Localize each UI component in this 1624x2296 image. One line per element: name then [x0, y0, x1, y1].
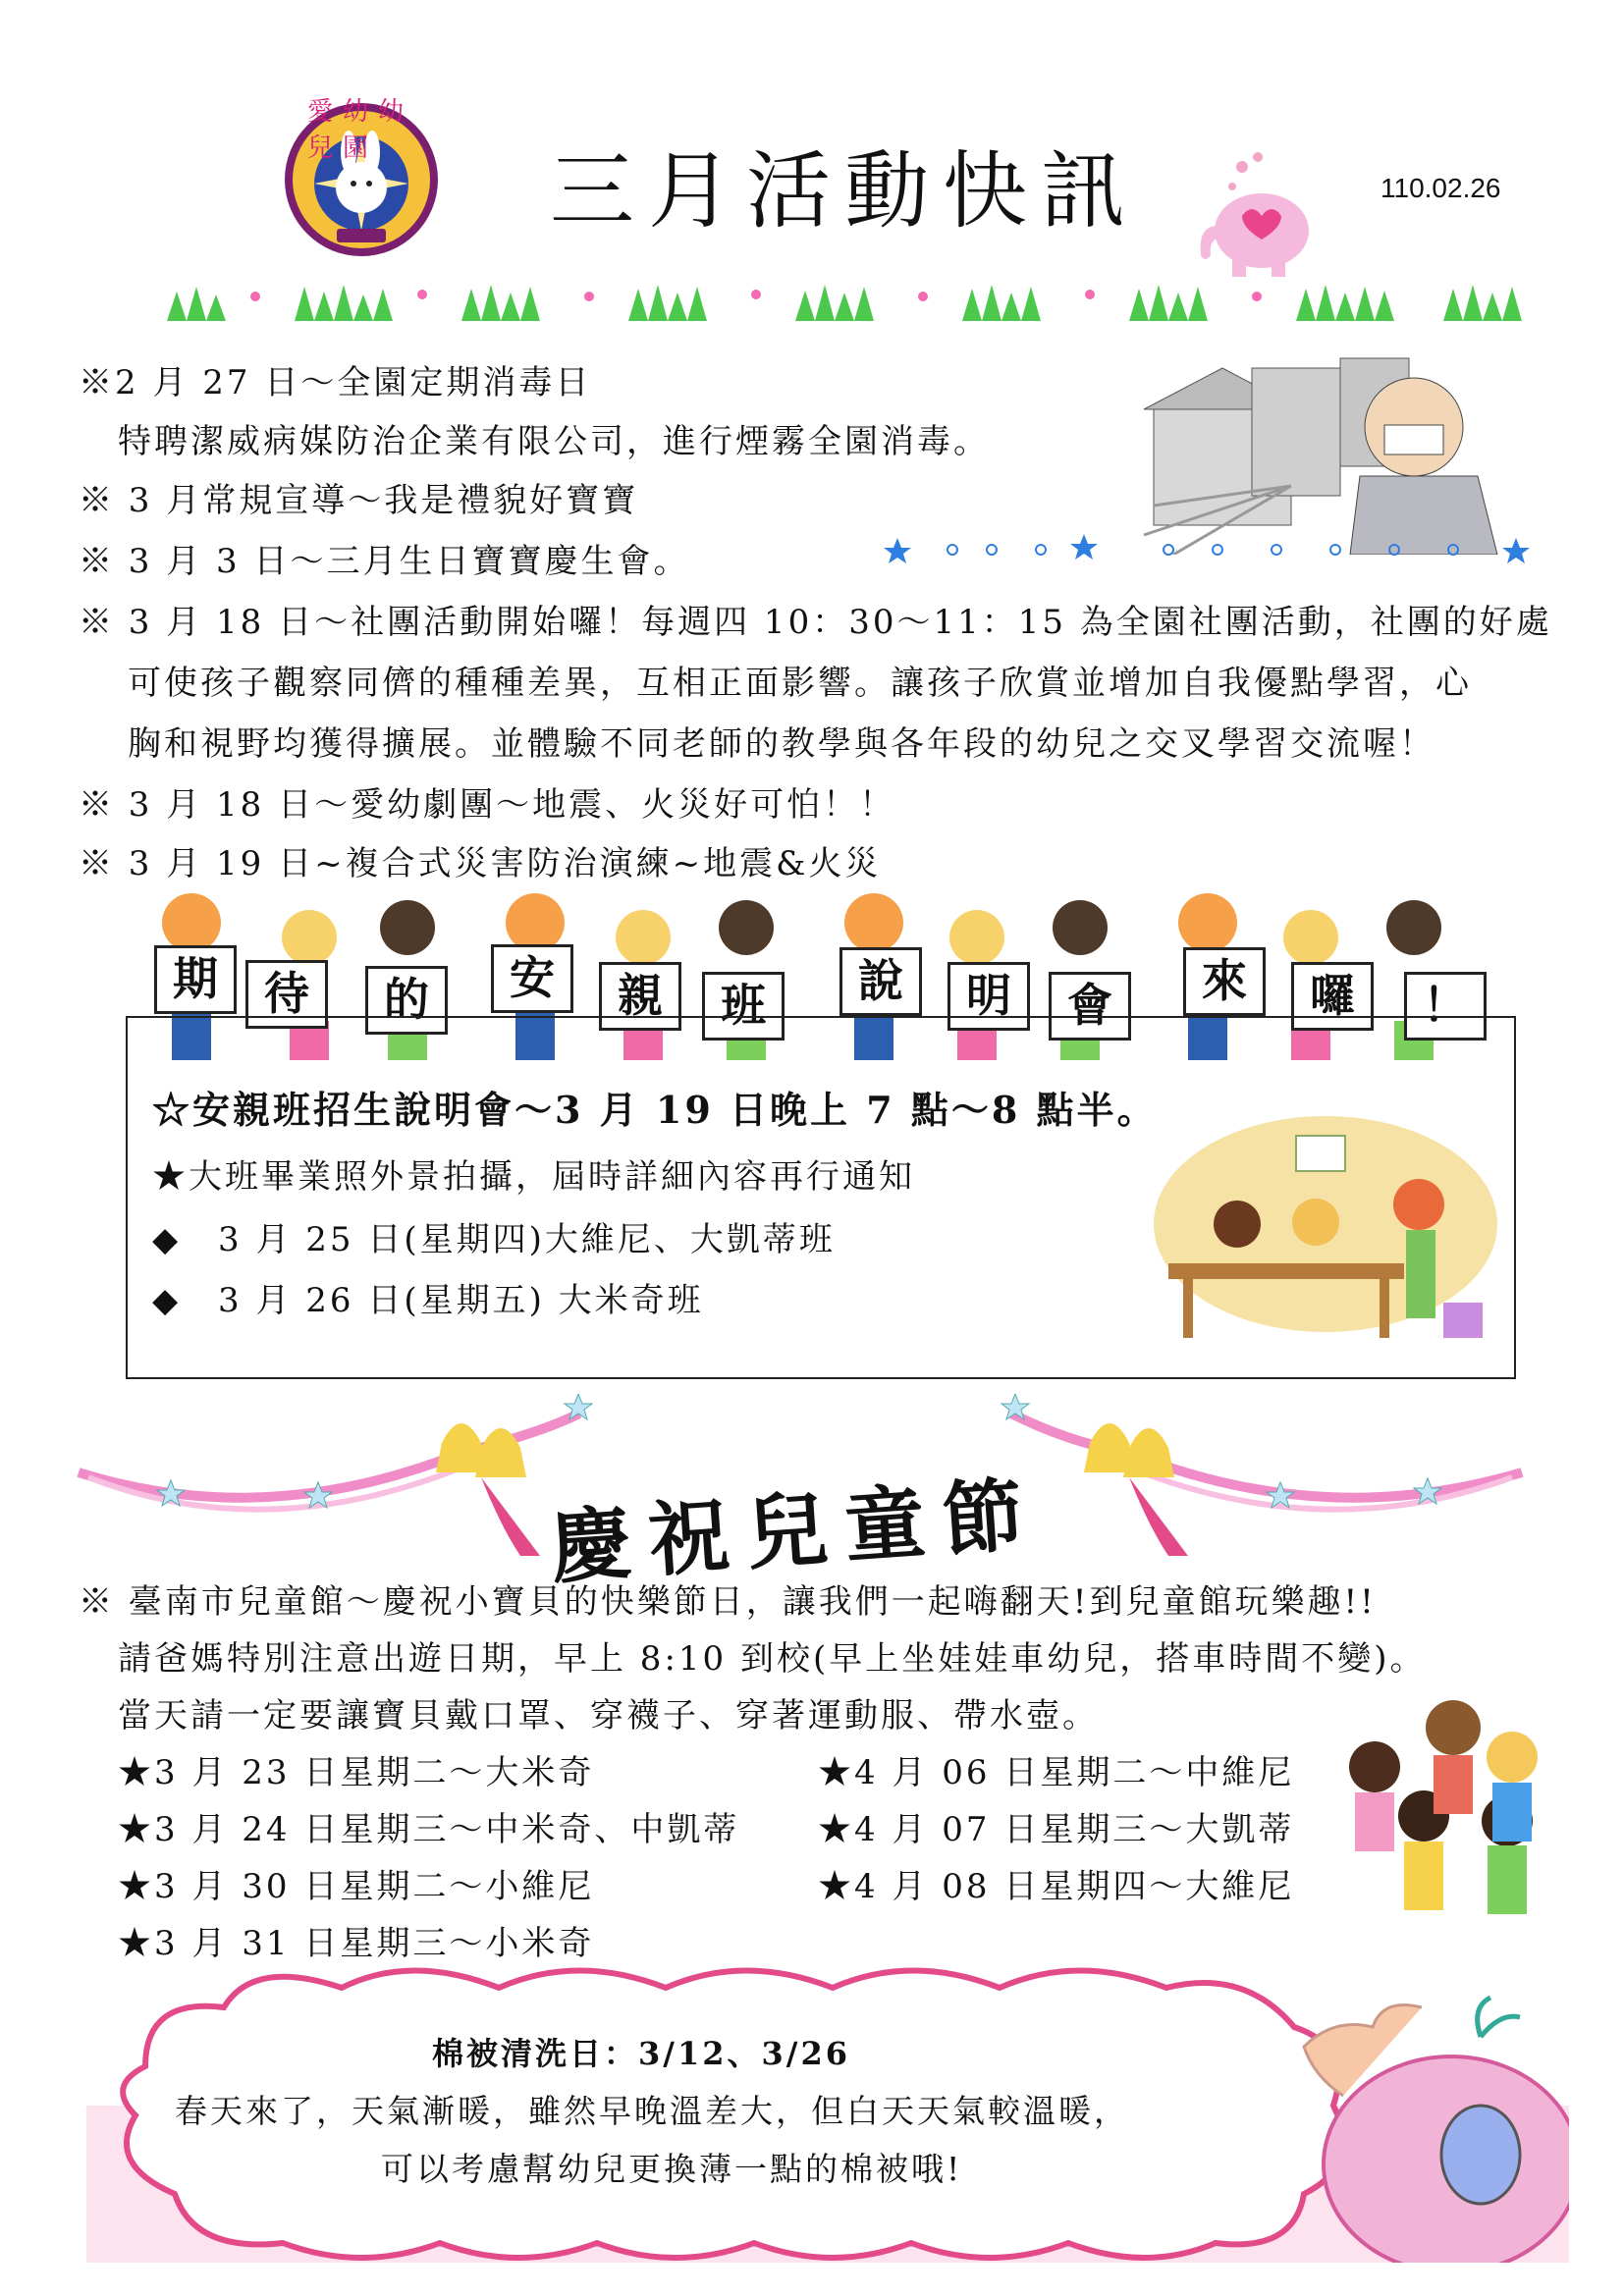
schedule-item: ★3 月 30 日星期二～小維尼: [118, 1867, 595, 1906]
sign-card-9: 會: [1049, 972, 1131, 1041]
bedding-line-1: 春天來了，天氣漸暖，雖然早晚溫差大，但白天天氣較溫暖，: [175, 2092, 1129, 2130]
notice-5: ※ 3 月 18 日～愛幼劇團～地震、火災好可怕！！: [79, 785, 896, 825]
sign-card-4: 安: [491, 944, 573, 1013]
bullet-icon: ◆: [152, 1220, 182, 1259]
schedule-item: ★4 月 07 日星期三～大凱蒂: [818, 1810, 1295, 1849]
notice-4-line3: 胸和視野均獲得擴展。並體驗不同老師的教學與各年段的幼兒之交叉學習交流喔！: [128, 724, 1435, 764]
schedule-item: ★4 月 06 日星期二～中維尼: [818, 1753, 1295, 1792]
childrens-day-intro-2: 請爸媽特別注意出遊日期，早上 8:10 到校(早上坐娃娃車幼兒，搭車時間不變)。: [118, 1639, 1427, 1679]
schedule-item: ★4 月 08 日星期四～大維尼: [818, 1867, 1295, 1906]
notice-3: ※ 3 月 3 日～三月生日寶寶慶生會。: [79, 542, 690, 581]
schedule-item: ★3 月 24 日星期三～中米奇、中凱蒂: [118, 1810, 740, 1849]
bullet-icon: ◆: [152, 1281, 182, 1320]
sign-card-5: 親: [599, 962, 681, 1031]
sign-card-1: 期: [154, 945, 237, 1014]
disinfection-illustration: [1114, 348, 1507, 555]
sign-card-10: 來: [1183, 947, 1266, 1016]
classroom-illustration: [1149, 1106, 1502, 1362]
sign-card-8: 明: [947, 962, 1030, 1031]
graduation-photo-note: ★大班畢業照外景拍攝，屆時詳細內容再行通知: [152, 1157, 915, 1197]
notice-1: ※2 月 27 日～全園定期消毒日: [79, 363, 592, 402]
sign-card-3: 的: [365, 966, 448, 1035]
notice-1-detail: 特聘潔威病媒防治企業有限公司，進行煙霧全園消毒。: [118, 422, 990, 461]
afterschool-box: [126, 1016, 1516, 1379]
stars-decoration: [884, 530, 1551, 565]
grass-border: [167, 267, 1522, 321]
logo-text: 愛幼幼兒園: [307, 97, 414, 163]
childrens-day-intro-3: 當天請一定要讓寶貝戴口罩、穿襪子、穿著運動服、帶水壺。: [118, 1696, 1099, 1735]
elephant-heart-icon: [1173, 147, 1321, 285]
sign-card-7: 說: [839, 947, 922, 1016]
photo-date-2: 3 月 26 日(星期五) 大米奇班: [218, 1281, 704, 1320]
bedding-title: 棉被清洗日：3/12、3/26: [432, 2035, 850, 2072]
afterschool-heading: ☆安親班招生說明會～3 月 19 日晚上 7 點～8 點半。: [152, 1088, 1158, 1132]
notice-4: ※ 3 月 18 日～社團活動開始囉！每週四 10：30～11：15 為全園社團活動，社團的好處: [79, 603, 1552, 642]
sign-card-11: 囉: [1291, 962, 1374, 1031]
issue-date: 110.02.26: [1380, 173, 1501, 203]
sign-card-2: 待: [245, 960, 328, 1029]
schedule-item: ★3 月 23 日星期二～大米奇: [118, 1753, 595, 1792]
sign-card-12: ！: [1404, 972, 1487, 1041]
childrens-day-title: 慶祝兒童節: [547, 1468, 1045, 1596]
bedding-line-2: 可以考慮幫幼兒更換薄一點的棉被哦!: [381, 2150, 963, 2188]
notice-4-line2: 可使孩子觀察同儕的種種差異，互相正面影響。讓孩子欣賞並增加自我優點學習，心: [128, 664, 1472, 703]
children-group-illustration: [1316, 1688, 1581, 1934]
notice-2: ※ 3 月常規宣導～我是禮貌好寶寶: [79, 481, 639, 520]
page-title: 三月活動快訊: [550, 142, 1139, 240]
kindergarten-logo: [278, 93, 445, 260]
photo-date-1: 3 月 25 日(星期四)大維尼、大凱蒂班: [218, 1220, 836, 1259]
childrens-day-intro-1: ※ 臺南市兒童館～慶祝小寶貝的快樂節日，讓我們一起嗨翻天!到兒童館玩樂趣!!: [79, 1582, 1377, 1622]
sign-card-6: 班: [702, 972, 785, 1041]
schedule-item: ★3 月 31 日星期三～小米奇: [118, 1924, 595, 1963]
notice-6: ※ 3 月 19 日~複合式災害防治演練~地震&火災: [79, 844, 882, 883]
